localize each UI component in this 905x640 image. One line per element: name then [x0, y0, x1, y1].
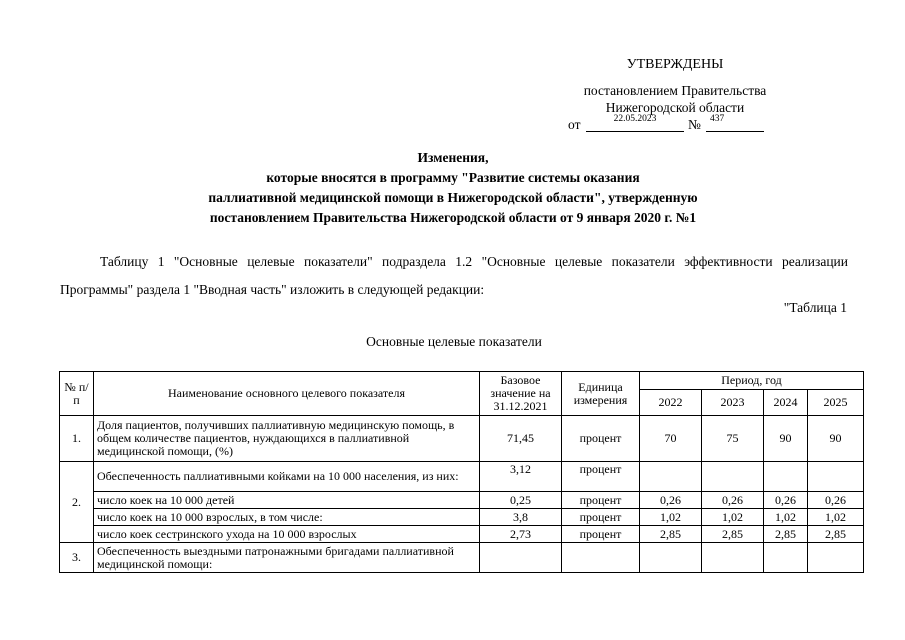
row-value — [640, 462, 702, 492]
date-field — [586, 114, 684, 132]
row-value — [764, 543, 808, 573]
row-value: 1,02 — [702, 509, 764, 526]
row-value: 70 — [640, 416, 702, 462]
body-paragraph-text: Таблицу 1 "Основные целевые показатели" подраздела 1.2 "Основные целевые показатели эффективности реализации Программы" раздела 1 "Вводная часть" изложить в следующей редакции: — [60, 254, 848, 297]
approval-date-row — [540, 116, 810, 133]
table-row — [60, 509, 864, 526]
title-line-4: постановлением Правительства Нижегородской области от 9 января 2020 г. №1 — [209, 210, 697, 225]
approval-heading: УТВЕРЖДЕНЫ — [626, 57, 724, 72]
date-prefix: от — [568, 117, 581, 132]
row-num: 1. — [60, 416, 94, 462]
table-row — [60, 462, 864, 492]
row-base: 3,12 — [480, 462, 562, 492]
header-year: 2024 — [764, 390, 808, 416]
body-paragraph — [60, 248, 848, 304]
row-value: 90 — [764, 416, 808, 462]
approval-line-2: Нижегородской области — [605, 100, 745, 115]
row-value: 90 — [808, 416, 864, 462]
table-row — [60, 543, 864, 573]
row-base: 0,25 — [480, 492, 562, 509]
number-value: 437 — [710, 114, 725, 124]
row-value: 2,85 — [702, 526, 764, 543]
row-base: 3,8 — [480, 509, 562, 526]
row-name: число коек на 10 000 взрослых, в том числе: — [94, 509, 480, 526]
row-value: 2,85 — [808, 526, 864, 543]
approval-stamp — [540, 56, 810, 133]
title-line-3: паллиативной медицинской помощи в Нижегородской области", утвержденную — [208, 190, 698, 205]
row-unit — [562, 543, 640, 573]
header-period: Период, год — [640, 372, 864, 390]
row-value — [702, 543, 764, 573]
header-year: 2022 — [640, 390, 702, 416]
row-num: 3. — [60, 543, 94, 573]
row-value — [640, 543, 702, 573]
header-base: Базовое значение на 31.12.2021 — [480, 372, 562, 416]
table-caption: Основные целевые показатели — [366, 334, 542, 349]
row-base: 2,73 — [480, 526, 562, 543]
date-value: 22.05.2023 — [613, 114, 657, 124]
row-value: 0,26 — [764, 492, 808, 509]
row-value — [808, 462, 864, 492]
number-prefix: № — [688, 117, 701, 132]
row-value: 0,26 — [640, 492, 702, 509]
row-value: 1,02 — [764, 509, 808, 526]
row-value: 2,85 — [764, 526, 808, 543]
approval-line-1: постановлением Правительства — [583, 83, 767, 98]
document-title — [60, 148, 846, 228]
row-value: 2,85 — [640, 526, 702, 543]
row-value — [702, 462, 764, 492]
row-unit: процент — [562, 526, 640, 543]
row-value: 0,26 — [702, 492, 764, 509]
row-name: Доля пациентов, получивших паллиативную медицинскую помощь, в общем количестве пациентов, нуждающихся в паллиативной медицинской помощи, (%) — [94, 416, 480, 462]
row-num: 2. — [60, 462, 94, 543]
row-unit: процент — [562, 509, 640, 526]
row-unit: процент — [562, 416, 640, 462]
indicators-table — [59, 371, 864, 573]
header-year: 2025 — [808, 390, 864, 416]
row-base — [480, 543, 562, 573]
row-value: 0,26 — [808, 492, 864, 509]
row-value — [808, 543, 864, 573]
title-line-2: которые вносятся в программу "Развитие системы оказания — [266, 170, 640, 185]
header-num: № п/п — [60, 372, 94, 416]
row-name: Обеспеченность выездными патронажными бригадами паллиативной медицинской помощи: — [94, 543, 480, 573]
row-value: 1,02 — [640, 509, 702, 526]
row-value: 75 — [702, 416, 764, 462]
table-row — [60, 526, 864, 543]
row-name: Обеспеченность паллиативными койками на 10 000 населения, из них: — [94, 462, 480, 492]
table-row — [60, 416, 864, 462]
table-row — [60, 492, 864, 509]
row-unit: процент — [562, 492, 640, 509]
row-name: число коек на 10 000 детей — [94, 492, 480, 509]
row-name: число коек сестринского ухода на 10 000 взрослых — [94, 526, 480, 543]
header-unit: Единица измерения — [562, 372, 640, 416]
row-base: 71,45 — [480, 416, 562, 462]
header-name: Наименование основного целевого показателя — [94, 372, 480, 416]
header-year: 2023 — [702, 390, 764, 416]
number-field — [706, 114, 764, 132]
title-line-1: Изменения, — [417, 150, 489, 165]
row-value: 1,02 — [808, 509, 864, 526]
table-label: "Таблица 1 — [783, 300, 847, 315]
row-value — [764, 462, 808, 492]
row-unit: процент — [562, 462, 640, 492]
